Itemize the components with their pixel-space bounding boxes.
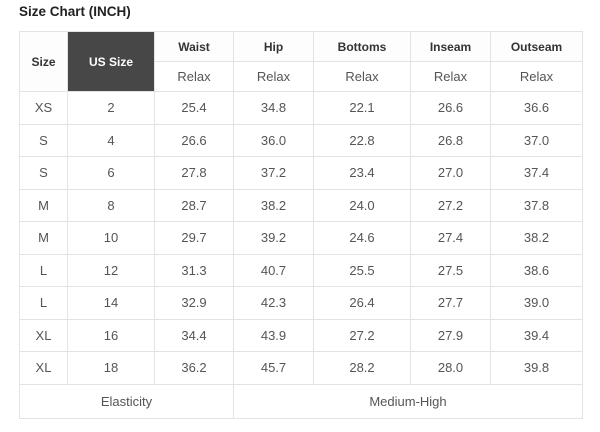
value-cell: 22.1	[314, 92, 411, 125]
value-cell: 45.7	[234, 352, 314, 385]
value-cell: 28.0	[411, 352, 491, 385]
table-row	[20, 124, 583, 157]
table-header	[20, 32, 583, 92]
header-row-labels	[20, 32, 583, 62]
size-cell: L	[20, 254, 68, 287]
us-size-cell: 18	[68, 352, 155, 385]
value-cell: 26.4	[314, 287, 411, 320]
elasticity-value: Medium-High	[234, 384, 583, 418]
size-cell: S	[20, 124, 68, 157]
subheader-inseam-relax: Relax	[411, 62, 491, 92]
value-cell: 22.8	[314, 124, 411, 157]
size-chart-table	[19, 31, 583, 419]
footer-row	[20, 384, 583, 418]
us-size-cell: 2	[68, 92, 155, 125]
value-cell: 37.8	[491, 189, 583, 222]
header-cell-us-size: US Size	[68, 32, 155, 92]
value-cell: 40.7	[234, 254, 314, 287]
table-row	[20, 352, 583, 385]
page-title: Size Chart (INCH)	[19, 4, 131, 19]
value-cell: 37.4	[491, 157, 583, 190]
value-cell: 27.9	[411, 319, 491, 352]
table-row	[20, 222, 583, 255]
value-cell: 27.4	[411, 222, 491, 255]
size-cell: XS	[20, 92, 68, 125]
us-size-cell: 16	[68, 319, 155, 352]
us-size-cell: 10	[68, 222, 155, 255]
header-cell-outseam: Outseam	[491, 32, 583, 62]
value-cell: 39.0	[491, 287, 583, 320]
value-cell: 25.4	[155, 92, 234, 125]
table-row	[20, 157, 583, 190]
value-cell: 39.2	[234, 222, 314, 255]
value-cell: 27.5	[411, 254, 491, 287]
value-cell: 27.2	[411, 189, 491, 222]
value-cell: 24.6	[314, 222, 411, 255]
value-cell: 38.2	[234, 189, 314, 222]
value-cell: 36.2	[155, 352, 234, 385]
value-cell: 37.0	[491, 124, 583, 157]
value-cell: 25.5	[314, 254, 411, 287]
value-cell: 26.8	[411, 124, 491, 157]
table-row	[20, 92, 583, 125]
value-cell: 27.7	[411, 287, 491, 320]
value-cell: 39.8	[491, 352, 583, 385]
table-body	[20, 92, 583, 385]
table-row	[20, 254, 583, 287]
value-cell: 39.4	[491, 319, 583, 352]
us-size-cell: 4	[68, 124, 155, 157]
value-cell: 36.0	[234, 124, 314, 157]
subheader-bottoms-relax: Relax	[314, 62, 411, 92]
header-cell-inseam: Inseam	[411, 32, 491, 62]
subheader-waist-relax: Relax	[155, 62, 234, 92]
us-size-cell: 6	[68, 157, 155, 190]
subheader-outseam-relax: Relax	[491, 62, 583, 92]
value-cell: 24.0	[314, 189, 411, 222]
table-row	[20, 189, 583, 222]
value-cell: 28.2	[314, 352, 411, 385]
value-cell: 38.2	[491, 222, 583, 255]
value-cell: 23.4	[314, 157, 411, 190]
size-cell: M	[20, 222, 68, 255]
value-cell: 43.9	[234, 319, 314, 352]
us-size-cell: 14	[68, 287, 155, 320]
table-row	[20, 287, 583, 320]
us-size-cell: 8	[68, 189, 155, 222]
header-cell-size: Size	[20, 32, 68, 92]
value-cell: 34.8	[234, 92, 314, 125]
header-cell-waist: Waist	[155, 32, 234, 62]
size-cell: S	[20, 157, 68, 190]
header-cell-hip: Hip	[234, 32, 314, 62]
value-cell: 31.3	[155, 254, 234, 287]
size-cell: XL	[20, 319, 68, 352]
value-cell: 37.2	[234, 157, 314, 190]
us-size-cell: 12	[68, 254, 155, 287]
table-footer	[20, 384, 583, 418]
size-cell: XL	[20, 352, 68, 385]
value-cell: 42.3	[234, 287, 314, 320]
value-cell: 27.2	[314, 319, 411, 352]
value-cell: 29.7	[155, 222, 234, 255]
value-cell: 36.6	[491, 92, 583, 125]
table-row	[20, 319, 583, 352]
elasticity-label: Elasticity	[20, 384, 234, 418]
header-cell-bottoms: Bottoms	[314, 32, 411, 62]
subheader-hip-relax: Relax	[234, 62, 314, 92]
value-cell: 26.6	[411, 92, 491, 125]
value-cell: 27.8	[155, 157, 234, 190]
value-cell: 34.4	[155, 319, 234, 352]
value-cell: 26.6	[155, 124, 234, 157]
size-cell: L	[20, 287, 68, 320]
value-cell: 38.6	[491, 254, 583, 287]
value-cell: 32.9	[155, 287, 234, 320]
value-cell: 27.0	[411, 157, 491, 190]
value-cell: 28.7	[155, 189, 234, 222]
size-cell: M	[20, 189, 68, 222]
